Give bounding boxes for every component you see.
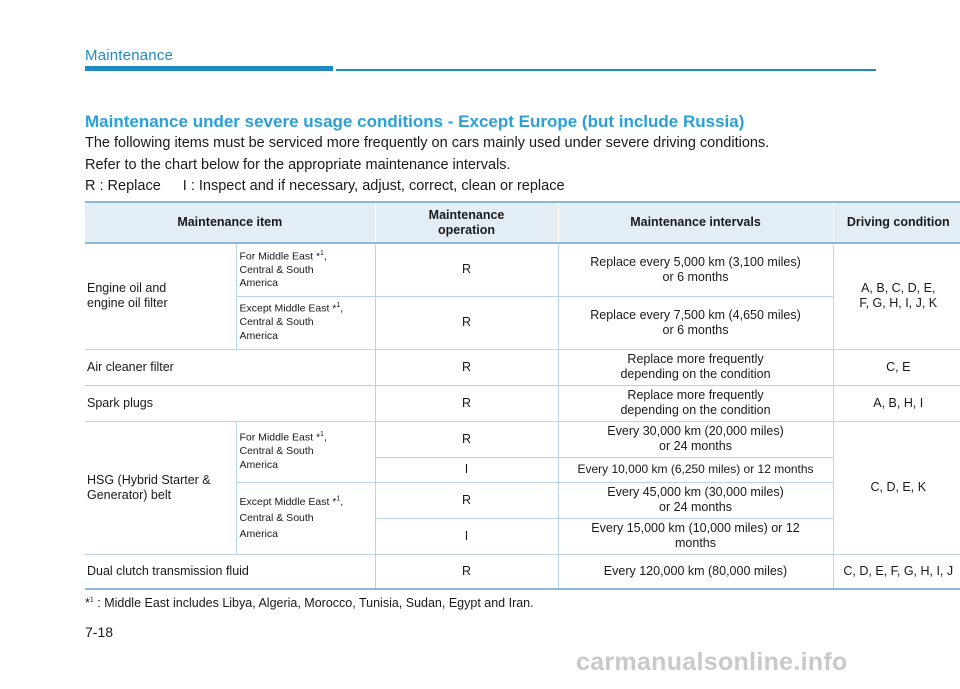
operation-cell: R [375, 482, 558, 518]
table-header-row [85, 202, 960, 243]
condition-cell: A, B, H, I [833, 385, 960, 421]
condition-cell: C, E [833, 349, 960, 385]
item-engine-oil: Engine oil and engine oil filter [85, 243, 236, 349]
operation-cell: R [375, 349, 558, 385]
region-for-middle-east: For Middle East *$^1$, Central & South America [236, 243, 375, 296]
interval-cell: Every 30,000 km (20,000 miles) or 24 months [558, 421, 833, 457]
interval-cell: Replace every 7,500 km (4,650 miles) or 6 months [558, 296, 833, 349]
page-number: 7-18 [85, 624, 114, 640]
operation-cell: R [375, 421, 558, 457]
header-maintenance-intervals: Maintenance intervals [558, 202, 833, 243]
operation-cell: I [375, 518, 558, 554]
item-hsg-belt: HSG (Hybrid Starter & Generator) belt [85, 421, 236, 554]
section-rule-thick [85, 66, 333, 71]
operation-cell: R [375, 243, 558, 296]
item-dual-clutch-fluid: Dual clutch transmission fluid [85, 554, 375, 589]
condition-engine-oil: A, B, C, D, E, F, G, H, I, J, K [833, 243, 960, 349]
table-row [85, 421, 960, 457]
legend-line [85, 178, 565, 194]
region-except-middle-east: Except Middle East *$^1$, Central & South America [236, 482, 375, 554]
interval-cell: Replace every 5,000 km (3,100 miles) or 6 months [558, 243, 833, 296]
condition-cell: C, D, E, F, G, H, I, J [833, 554, 960, 589]
page-title: Maintenance under severe usage conditions - Except Europe (but include Russia) [85, 112, 745, 131]
table-row [85, 554, 960, 589]
maintenance-table [85, 201, 960, 590]
interval-cell: Every 10,000 km (6,250 miles) or 12 months [558, 457, 833, 482]
intro-line-1: The following items must be serviced more frequently on cars mainly used under severe driving conditions. [85, 135, 770, 151]
interval-cell: Every 15,000 km (10,000 miles) or 12 months [558, 518, 833, 554]
operation-cell: I [375, 457, 558, 482]
operation-cell: R [375, 296, 558, 349]
footnote: *$^1$ : Middle East includes Libya, Algeria, Morocco, Tunisia, Sudan, Egypt and Iran. [85, 596, 534, 610]
header-maintenance-item: Maintenance item [85, 202, 375, 243]
interval-cell: Replace more frequently depending on the condition [558, 349, 833, 385]
watermark: carmanualsonline.info [576, 648, 848, 676]
item-spark-plugs: Spark plugs [85, 385, 375, 421]
region-for-middle-east: For Middle East *$^1$, Central & South America [236, 421, 375, 482]
region-except-middle-east: Except Middle East *$^1$, Central & South America [236, 296, 375, 349]
legend-replace: R : Replace [85, 178, 161, 194]
table-row [85, 385, 960, 421]
interval-cell: Every 45,000 km (30,000 miles) or 24 months [558, 482, 833, 518]
interval-cell: Replace more frequently depending on the condition [558, 385, 833, 421]
section-header: Maintenance [85, 47, 174, 64]
legend-inspect: I : Inspect and if necessary, adjust, correct, clean or replace [182, 178, 565, 194]
condition-hsg-belt: C, D, E, K [833, 421, 960, 554]
section-rule-thin [336, 69, 876, 71]
header-maintenance-operation: Maintenance operation [375, 202, 558, 243]
operation-cell: R [375, 385, 558, 421]
item-air-cleaner-filter: Air cleaner filter [85, 349, 375, 385]
table-row [85, 243, 960, 296]
table-row [85, 349, 960, 385]
interval-cell: Every 120,000 km (80,000 miles) [558, 554, 833, 589]
intro-line-2: Refer to the chart below for the appropriate maintenance intervals. [85, 157, 511, 173]
operation-cell: R [375, 554, 558, 589]
header-driving-condition: Driving condition [833, 202, 960, 243]
